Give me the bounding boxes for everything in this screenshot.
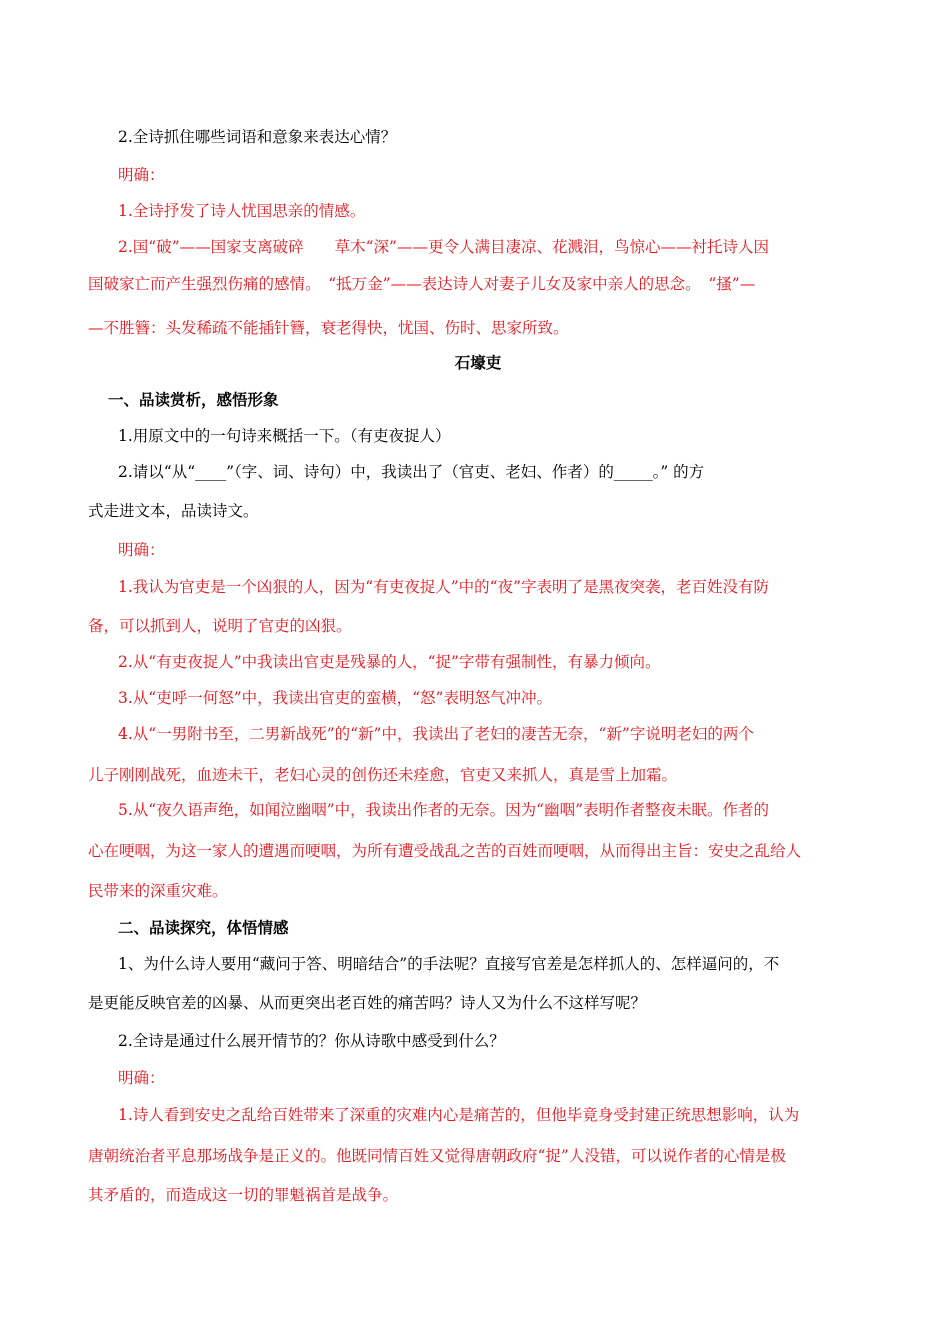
question-text: 是更能反映官差的凶暴、从而更突出老百姓的痛苦吗？诗人又为什么不这样写呢？ <box>88 994 647 1012</box>
answer-line: —不胜簪：头发稀疏不能插针簪，衰老得快，忧国、伤时、思家所致。 <box>88 319 569 337</box>
answer-line: 1.诗人看到安史之乱给百姓带来了深重的灾难内心是痛苦的，但他毕竟身受封建正统思想影响，认为 <box>118 1106 800 1124</box>
question-text: 式走进文本，品读诗文。 <box>88 502 259 520</box>
question-text: 1、为什么诗人要用“藏问于答、明暗结合”的手法呢？直接写官差是怎样抓人的、怎样逼问的，不 <box>118 955 780 973</box>
section-title: 石壕吏 <box>454 354 502 372</box>
answer-line: 3.从“吏呼一何怒”中，我读出官吏的蛮横，“怒”表明怒气冲冲。 <box>118 689 552 707</box>
answer-label: 明确： <box>118 541 165 559</box>
answer-line: 儿子刚刚战死，血迹未干，老妇心灵的创伤还未痊愈，官吏又来抓人，真是雪上加霜。 <box>88 766 678 784</box>
answer-label: 明确： <box>118 166 165 184</box>
question-2-text: 2.全诗抓住哪些词语和意象来表达心情？ <box>118 128 397 146</box>
question-text: 1.用原文中的一句诗来概括一下。（有吏夜捉人） <box>118 427 451 445</box>
answer-line: 国破家亡而产生强烈伤痛的感情。 “抵万金”——表达诗人对妻子儿女及家中亲人的思念。 “搔”— <box>88 275 756 293</box>
answer-line: 5.从“夜久语声绝，如闻泣幽咽”中，我读出作者的无奈。因为“幽咽”表明作者整夜未眠。作者的 <box>118 801 769 819</box>
answer-line: 2.从“有吏夜捉人”中我读出官吏是残暴的人，“捉”字带有强制性，有暴力倾向。 <box>118 653 661 671</box>
answer-line: 民带来的深重灾难。 <box>88 882 228 900</box>
section-heading: 一、品读赏析，感悟形象 <box>108 391 279 409</box>
answer-label: 明确： <box>118 1069 165 1087</box>
answer-line: 唐朝统治者平息那场战争是正义的。他既同情百姓又觉得唐朝政府“捉”人没错，可以说作者的心情是极 <box>88 1147 786 1165</box>
answer-line: 心在哽咽，为这一家人的遭遇而哽咽，为所有遭受战乱之苦的百姓而哽咽，从而得出主旨：安史之乱给人 <box>88 842 802 860</box>
answer-line: 4.从“一男附书至，二男新战死”的“新”中，我读出了老妇的凄苦无奈，“新”字说明老妇的两个 <box>118 725 754 743</box>
question-text: 2.全诗是通过什么展开情节的？你从诗歌中感受到什么？ <box>118 1032 505 1050</box>
section-heading: 二、品读探究，体悟情感 <box>118 919 289 937</box>
answer-line: 2.国“破”——国家支离破碎 草木“深”——更令人满目凄凉、花溅泪，鸟惊心——衬托诗人因 <box>118 238 769 256</box>
answer-line: 其矛盾的，而造成这一切的罪魁祸首是战争。 <box>88 1186 399 1204</box>
question-text: 2.请以“从“____”（字、词、诗句）中，我读出了（官吏、老妇、作者）的_____。” 的方 <box>118 463 705 481</box>
answer-line: 1.我认为官吏是一个凶狠的人，因为“有吏夜捉人”中的“夜”字表明了是黑夜突袭，老百姓没有防 <box>118 578 769 596</box>
answer-line: 1.全诗抒发了诗人忧国思亲的情感。 <box>118 202 366 220</box>
answer-line: 备，可以抓到人，说明了官吏的凶狠。 <box>88 617 352 635</box>
